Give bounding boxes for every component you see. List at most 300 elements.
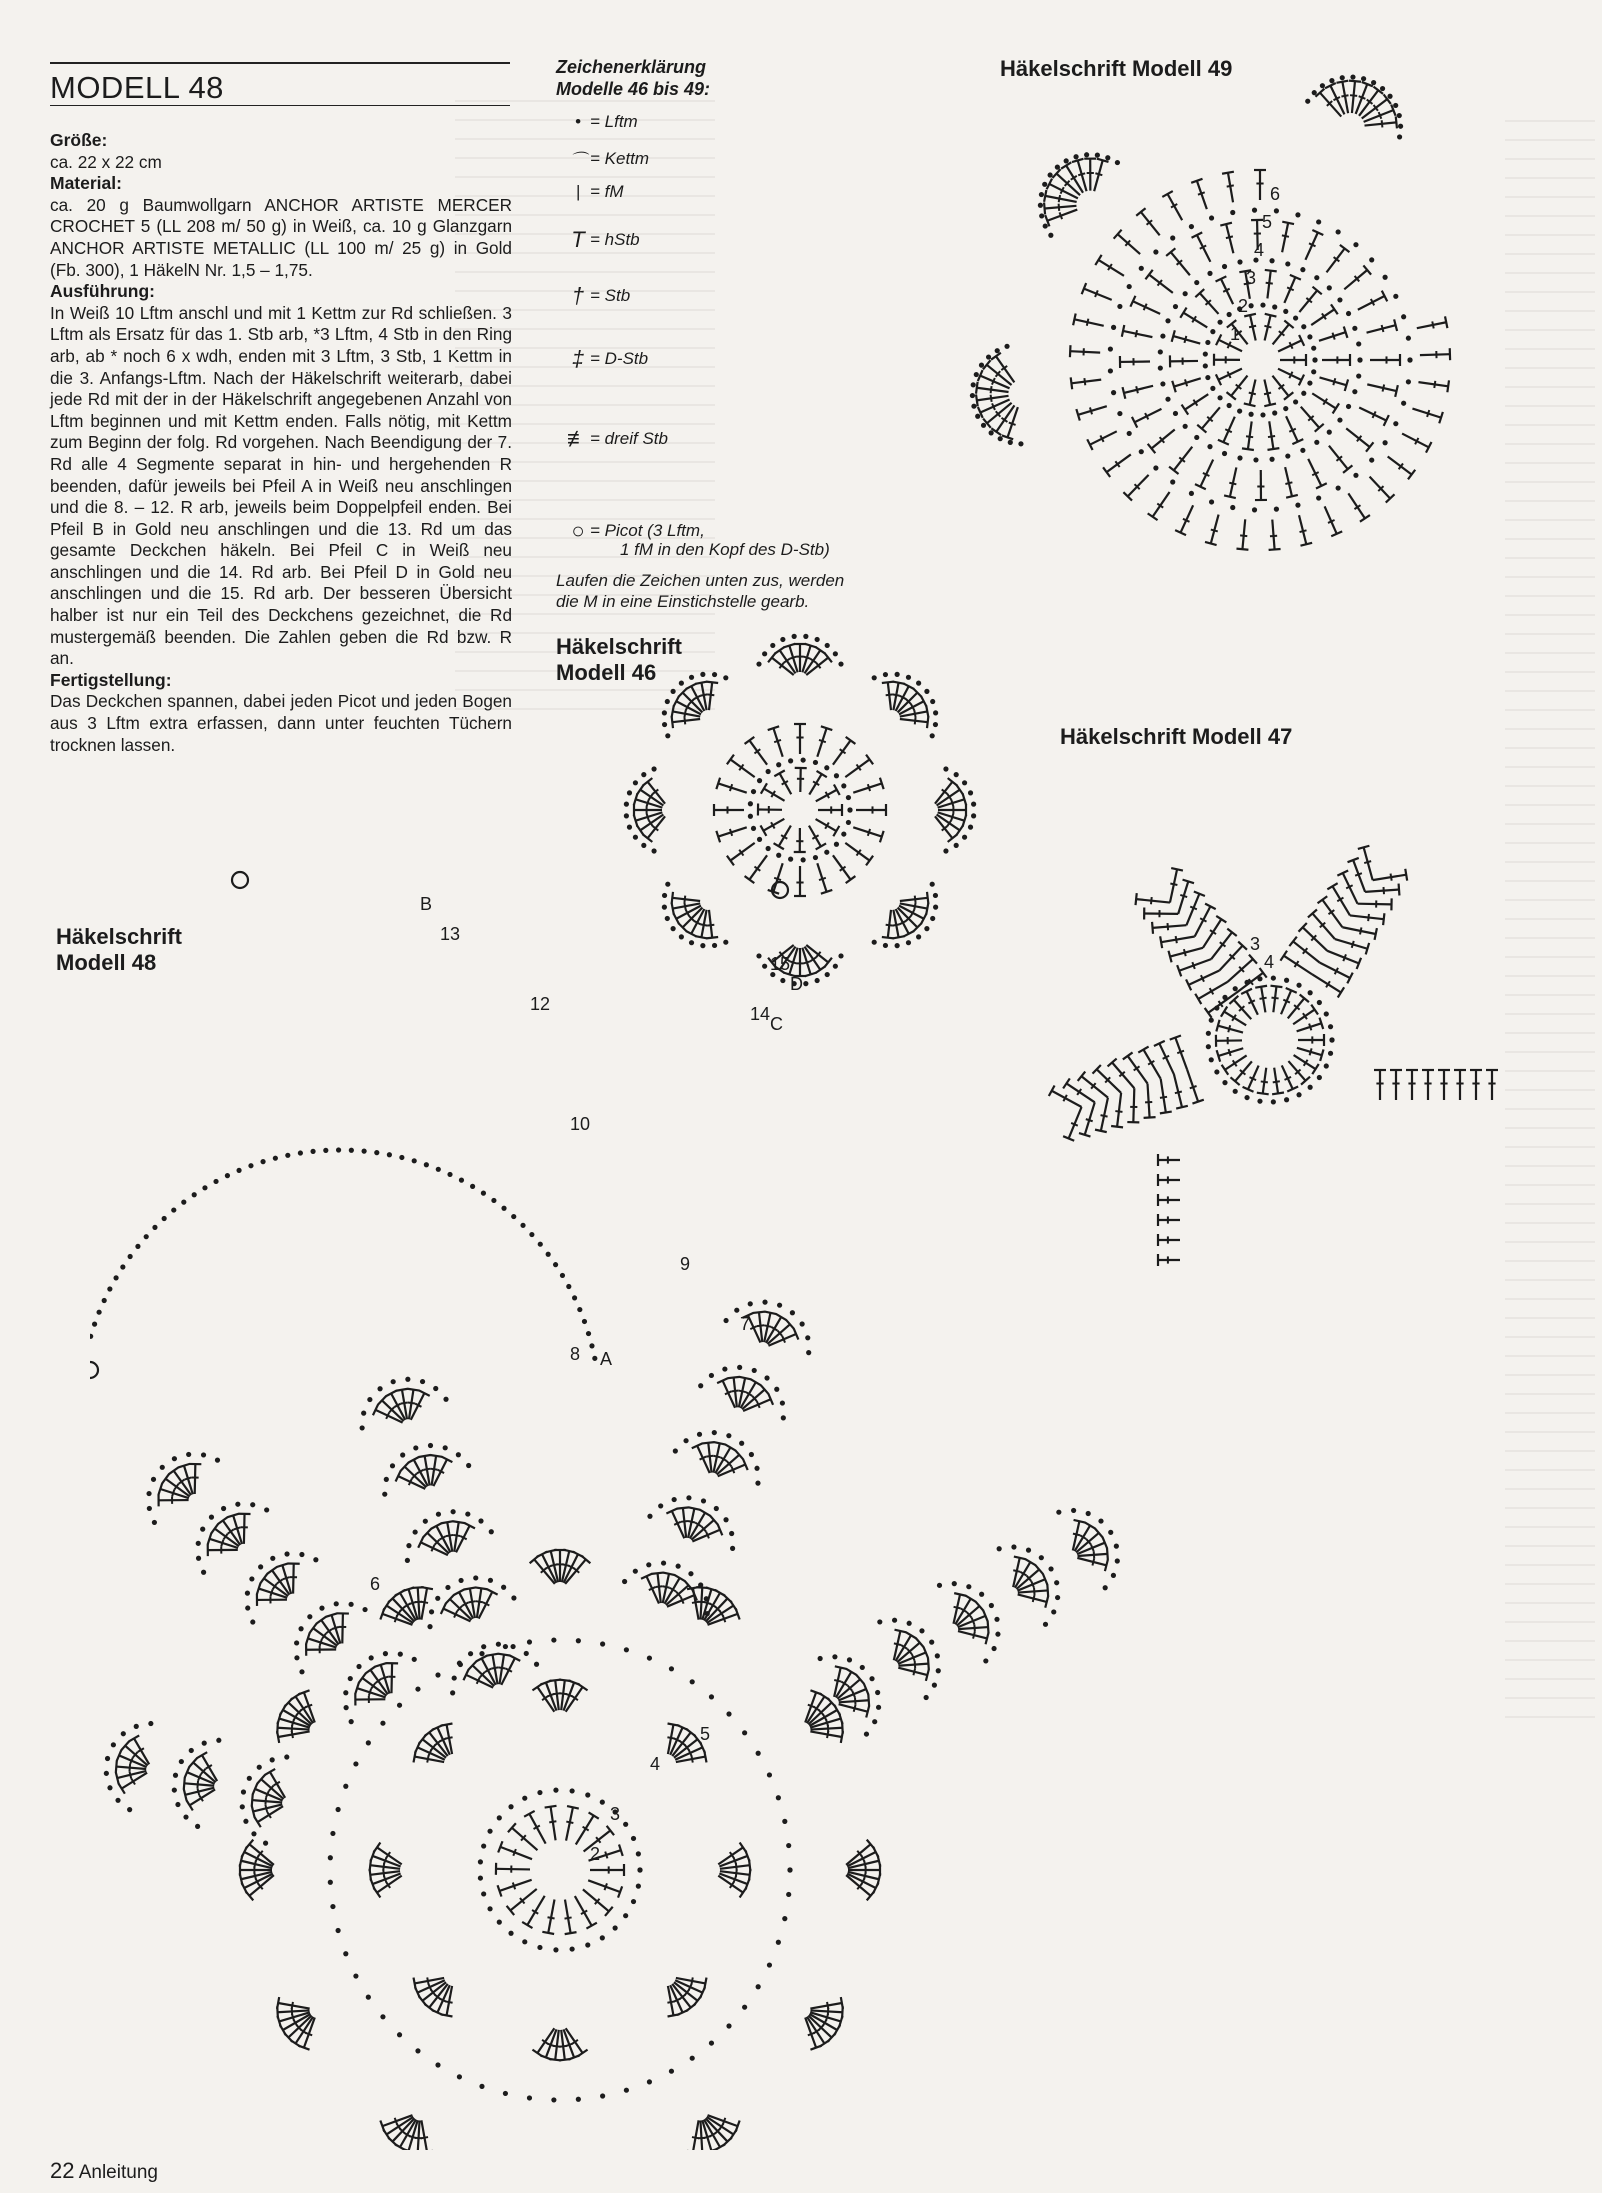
chain-dot xyxy=(273,1156,278,1161)
chain-dot xyxy=(1307,334,1312,339)
chain-dot xyxy=(186,1452,191,1457)
chain-dot xyxy=(631,1899,636,1904)
chain-dot xyxy=(307,1614,312,1619)
stitch-symbol xyxy=(1216,276,1234,304)
chain-dot xyxy=(1139,266,1144,271)
chain-dot xyxy=(1055,1595,1060,1600)
chain-dot xyxy=(560,1273,565,1278)
chain-dot xyxy=(1117,411,1122,416)
stitch-symbol xyxy=(403,2120,418,2150)
chain-dot xyxy=(451,1509,456,1514)
page-number: 22 xyxy=(50,2158,75,2183)
chain-dot xyxy=(780,1400,785,1405)
chain-dot xyxy=(200,1527,205,1532)
chain-dot xyxy=(328,1855,333,1860)
stitch-symbol xyxy=(1073,313,1104,325)
chain-dot xyxy=(298,1626,303,1631)
chain-dot xyxy=(1352,326,1357,331)
chain-dot xyxy=(1230,505,1235,510)
chain-dot xyxy=(585,1942,590,1947)
chain-dot xyxy=(1205,340,1210,345)
stitch-symbol xyxy=(1195,460,1213,490)
stitch-symbol xyxy=(530,1556,555,1584)
stitch-symbol xyxy=(1145,270,1172,293)
chain-dot xyxy=(162,1216,167,1221)
chain-dot xyxy=(754,1466,759,1471)
picot-symbol xyxy=(772,882,788,898)
chain-dot xyxy=(734,1308,739,1313)
chain-dot xyxy=(1269,258,1274,263)
chain-dot xyxy=(245,1591,250,1596)
chain-dot xyxy=(487,1829,492,1834)
chain-dot xyxy=(249,1576,254,1581)
stitch-symbol xyxy=(1224,467,1236,498)
stitch-symbol xyxy=(774,770,791,794)
chain-dot xyxy=(723,1318,728,1323)
stitch-symbol xyxy=(958,1631,989,1644)
chain-dot xyxy=(270,1757,275,1762)
stitch-symbol xyxy=(818,804,842,816)
chain-dot xyxy=(1301,324,1306,329)
stitch-symbol xyxy=(1071,377,1102,389)
chain-dot xyxy=(336,1807,341,1812)
chain-dot xyxy=(1038,203,1043,208)
chain-dot xyxy=(669,1666,674,1671)
chain-dot xyxy=(443,1445,448,1450)
size-heading: Größe: xyxy=(50,130,108,150)
slip-stitch-icon: ⌒ xyxy=(569,151,587,170)
chain-dot xyxy=(824,765,829,770)
stitch-symbol xyxy=(687,2120,699,2150)
stitch-symbol xyxy=(1312,393,1339,413)
chain-dot xyxy=(520,1223,525,1228)
stitch-symbol xyxy=(565,1556,590,1584)
stitch-symbol xyxy=(1264,314,1276,341)
chart-title-model-49: Häkelschrift Modell 49 xyxy=(1000,56,1233,81)
chain-dot xyxy=(600,2093,605,2098)
chain-dot xyxy=(1327,430,1332,435)
stitch-symbol xyxy=(716,778,746,793)
chain-dot xyxy=(399,1155,404,1160)
chain-dot xyxy=(1312,90,1317,95)
chain-dot xyxy=(1194,280,1199,285)
round-number-label: 15 xyxy=(770,954,791,974)
chain-dot xyxy=(712,672,717,677)
chain-dot xyxy=(179,1759,184,1764)
stitch-symbol xyxy=(1374,1070,1386,1100)
chain-dot xyxy=(971,382,976,387)
chain-dot xyxy=(1307,380,1312,385)
chain-dot xyxy=(241,1789,246,1794)
chain-dot xyxy=(800,1321,805,1326)
chain-dot xyxy=(1269,457,1274,462)
instructions-column xyxy=(50,130,512,756)
stitch-symbol xyxy=(1370,354,1400,366)
chain-dot xyxy=(777,1303,782,1308)
stitch-symbol xyxy=(576,1812,599,1844)
chain-dot xyxy=(323,1148,328,1153)
chain-dot xyxy=(726,1711,731,1716)
chain-dot xyxy=(1108,368,1113,373)
chain-dot xyxy=(767,1772,772,1777)
chain-dot xyxy=(838,661,843,666)
chain-dot xyxy=(1127,431,1132,436)
chain-dot xyxy=(235,1502,240,1507)
chain-dot xyxy=(468,1651,473,1656)
stitch-symbol xyxy=(817,726,832,756)
chain-dot xyxy=(883,672,888,677)
stitch-symbol xyxy=(1123,475,1148,501)
chain-dot xyxy=(497,1920,502,1925)
chain-dot xyxy=(662,710,667,715)
stitch-symbol xyxy=(1077,1558,1108,1571)
chain-dot xyxy=(481,1644,486,1649)
chain-dot xyxy=(756,1751,761,1756)
chain-dot xyxy=(1111,1573,1116,1578)
chain-dot xyxy=(566,1284,571,1289)
chain-dot xyxy=(756,1984,761,1989)
chain-dot xyxy=(1026,1548,1031,1553)
legend-note: Laufen die Zeichen unten zus, werden die M in eine Einstichstelle gearb. xyxy=(556,571,845,611)
stitch-symbol xyxy=(1130,296,1160,314)
chain-dot xyxy=(362,1149,367,1154)
stitch-symbol xyxy=(1214,354,1240,366)
stitch-symbol xyxy=(1272,376,1293,400)
chain-dot xyxy=(457,2074,462,2079)
stitch-symbol xyxy=(882,682,894,711)
stitch-symbol xyxy=(1216,369,1242,386)
page-footer xyxy=(50,2158,158,2184)
chain-dot xyxy=(633,780,638,785)
chain-dot xyxy=(698,1383,703,1388)
stitch-symbol xyxy=(795,768,807,792)
chain-dot xyxy=(864,1731,869,1736)
stitch-symbol xyxy=(816,785,840,802)
chain-dot xyxy=(924,689,929,694)
chain-dot xyxy=(970,393,975,398)
chain-dot xyxy=(435,2062,440,2067)
chain-dot xyxy=(216,1738,221,1743)
chain-dot xyxy=(298,1150,303,1155)
chain-dot xyxy=(755,1481,760,1486)
chain-dot xyxy=(1153,249,1158,254)
chain-dot xyxy=(102,1298,107,1303)
chain-dot xyxy=(1393,294,1398,299)
stitch-symbol xyxy=(1191,179,1207,209)
chain-dot xyxy=(762,1300,767,1305)
stitch-symbol xyxy=(1205,515,1219,546)
single-crochet-icon: | xyxy=(575,182,581,201)
chain-dot xyxy=(916,681,921,686)
chain-dot xyxy=(1252,507,1257,512)
chain-dot xyxy=(1260,302,1265,307)
chain-dot xyxy=(1406,379,1411,384)
chain-dot xyxy=(974,372,979,377)
stitch-symbol xyxy=(848,1864,880,1876)
chain-dot xyxy=(576,2097,581,2102)
chain-dot xyxy=(522,1939,527,1944)
legend-item: | = fM xyxy=(566,182,624,202)
chain-dot xyxy=(380,2014,385,2019)
chain-dot xyxy=(1189,491,1194,496)
chain-dot xyxy=(709,2040,714,2045)
stitch-symbol xyxy=(714,804,744,816)
chain-dot xyxy=(576,1638,581,1643)
chain-dot xyxy=(1285,453,1290,458)
chain-dot xyxy=(1008,440,1013,445)
legend-item: T = hStb xyxy=(566,227,640,253)
chain-dot xyxy=(1369,257,1374,262)
chain-dot xyxy=(1346,404,1351,409)
round-number-label: 3 xyxy=(610,1804,621,1824)
stitch-symbol xyxy=(1095,255,1124,276)
stitch-symbol xyxy=(1329,446,1352,473)
chain-dot xyxy=(336,1928,341,1933)
round-number-label: 12 xyxy=(530,994,551,1014)
chain-dot xyxy=(757,778,762,783)
chain-dot xyxy=(600,1800,605,1805)
stitch-symbol xyxy=(1301,407,1324,432)
chain-dot xyxy=(1337,297,1342,302)
stitch-symbol xyxy=(246,1875,274,1900)
chain-dot xyxy=(356,1664,361,1669)
chain-dot xyxy=(975,414,980,419)
chain-dot xyxy=(1305,99,1310,104)
stitch-symbol xyxy=(1418,380,1449,392)
stitch-symbol xyxy=(768,726,783,756)
chain-dot xyxy=(860,1665,865,1670)
chain-dot xyxy=(192,1192,197,1197)
stitch-symbol xyxy=(1406,1070,1418,1100)
chain-dot xyxy=(592,1356,597,1361)
chain-dot xyxy=(107,1785,112,1790)
chain-dot xyxy=(1111,390,1116,395)
chain-dot xyxy=(390,1463,395,1468)
chain-dot xyxy=(636,1884,641,1889)
chain-dot xyxy=(428,1443,433,1448)
chain-dot xyxy=(1170,235,1175,240)
picot-icon: ○ xyxy=(571,518,585,543)
chain-dot xyxy=(400,1452,405,1457)
chain-dot xyxy=(815,637,820,642)
chain-dot xyxy=(294,1655,299,1660)
round-number-label: 8 xyxy=(570,1344,581,1364)
chain-dot xyxy=(353,1761,358,1766)
stitch-symbol xyxy=(1438,1070,1450,1100)
chain-dot xyxy=(111,1742,116,1747)
chain-dot xyxy=(213,1179,218,1184)
chain-dot xyxy=(221,1506,226,1511)
chain-dot xyxy=(929,1640,934,1645)
chain-dot xyxy=(936,1668,941,1673)
chain-dot xyxy=(742,2005,747,2010)
chain-dot xyxy=(128,1254,133,1259)
stitch-symbol xyxy=(1254,170,1266,200)
chain-dot xyxy=(1272,410,1277,415)
chain-dot xyxy=(825,643,830,648)
chain-dot xyxy=(979,363,984,368)
chain-dot xyxy=(786,1892,791,1897)
chain-dot xyxy=(236,1168,241,1173)
chain-dot xyxy=(107,1286,112,1291)
chain-dot xyxy=(786,1843,791,1848)
chain-dot xyxy=(989,430,994,435)
round-number-label: 4 xyxy=(650,1754,661,1774)
chain-dot xyxy=(151,1477,156,1482)
stitch-symbol xyxy=(774,826,791,850)
stitch-symbol xyxy=(761,783,785,800)
chain-dot xyxy=(586,1331,591,1336)
chain-dot xyxy=(1237,455,1242,460)
chain-dot xyxy=(160,1465,165,1470)
picot-symbol xyxy=(90,1362,98,1378)
chain-dot xyxy=(1183,291,1188,296)
stitch-symbol xyxy=(1320,377,1349,391)
chain-dot xyxy=(1320,83,1325,88)
chain-dot xyxy=(334,1601,339,1606)
chain-dot xyxy=(1300,267,1305,272)
chain-dot xyxy=(1160,333,1165,338)
round-number-label: 5 xyxy=(1262,212,1273,232)
chain-dot xyxy=(1210,329,1215,334)
chain-dot xyxy=(1340,75,1345,80)
chain-dot xyxy=(508,1804,513,1809)
chain-dot xyxy=(690,2056,695,2061)
chain-dot xyxy=(135,1244,140,1249)
double-crochet-icon: † xyxy=(571,283,585,308)
stitch-symbol xyxy=(1344,265,1371,289)
chain-dot xyxy=(452,1675,457,1680)
chain-dot xyxy=(780,637,785,642)
chain-dot xyxy=(1071,1508,1076,1513)
stitch-symbol xyxy=(545,1806,557,1841)
chart-title-model-46: Häkelschrift Modell 46 xyxy=(556,634,682,685)
chain-dot xyxy=(776,762,781,767)
chain-dot xyxy=(624,802,629,807)
chain-dot xyxy=(391,1379,396,1384)
stitch-symbol xyxy=(1070,345,1100,357)
chain-dot xyxy=(1189,224,1194,229)
stitch-symbol xyxy=(1299,515,1312,546)
legend-item: • = Lftm xyxy=(566,112,638,132)
chain-dot xyxy=(497,1815,502,1820)
chain-dot xyxy=(248,1163,253,1168)
chain-dot xyxy=(764,1375,769,1380)
chain-dot xyxy=(869,1676,874,1681)
chain-dot xyxy=(1336,229,1341,234)
chain-dot xyxy=(689,675,694,680)
chain-dot xyxy=(788,758,793,763)
chain-dot xyxy=(774,1387,779,1392)
arrow-marker-label: A xyxy=(600,1349,613,1369)
crochet-chart-model-48 xyxy=(90,850,1370,2150)
chain-dot xyxy=(623,1913,628,1918)
chain-dot xyxy=(319,1606,324,1611)
chain-dot xyxy=(382,1492,387,1497)
chain-dot xyxy=(997,1546,1002,1551)
chain-dot xyxy=(196,1541,201,1546)
chain-dot xyxy=(209,1515,214,1520)
stitch-symbol xyxy=(1180,308,1207,328)
chain-dot xyxy=(1356,341,1361,346)
chain-dot xyxy=(1108,346,1113,351)
chain-dot xyxy=(384,1477,389,1482)
chain-dot xyxy=(406,1543,411,1548)
chain-dot xyxy=(473,1575,478,1580)
chain-dot xyxy=(1283,309,1288,314)
chain-dot xyxy=(792,634,797,639)
chain-dot xyxy=(572,1295,577,1300)
chain-dot xyxy=(935,1653,940,1658)
stitch-symbol xyxy=(1195,289,1218,314)
chain-dot xyxy=(189,1748,194,1753)
chain-dot xyxy=(1337,417,1342,422)
chain-dot xyxy=(420,1379,425,1384)
chain-dot xyxy=(144,1234,149,1239)
chain-dot xyxy=(374,1150,379,1155)
stitch-symbol xyxy=(1242,421,1254,450)
chain-dot xyxy=(872,675,877,680)
chain-dot xyxy=(413,1529,418,1534)
stitch-symbol xyxy=(1094,159,1108,191)
chain-dot xyxy=(436,1167,441,1172)
chain-dot xyxy=(245,1605,250,1610)
stitch-symbol xyxy=(810,1731,843,1743)
page-title xyxy=(50,62,510,106)
stitch-symbol xyxy=(666,1509,684,1539)
stitch-symbol xyxy=(1123,386,1154,399)
chain-dot xyxy=(627,825,632,830)
chain-dot xyxy=(723,1517,728,1522)
chain-dot xyxy=(510,1644,515,1649)
chain-dot xyxy=(841,831,846,836)
chain-dot xyxy=(714,1506,719,1511)
stitch-symbol xyxy=(641,1574,659,1604)
chain-dot xyxy=(633,1569,638,1574)
chain-dot xyxy=(952,1581,957,1586)
stitch-symbol xyxy=(1470,1070,1482,1100)
chain-dot xyxy=(1329,78,1334,83)
stitch-symbol xyxy=(421,1587,433,1620)
finishing-text: Das Deckchen spannen, dabei jeden Picot und jeden Bogen aus 3 Lftm extra erfassen, dann unter feuchten Tüchern trocknen lassen. xyxy=(50,691,512,755)
stitch-symbol xyxy=(1103,454,1131,477)
arrow-marker-label: B xyxy=(420,894,433,914)
chain-dot xyxy=(790,1310,795,1315)
chain-dot xyxy=(981,423,986,428)
chain-dot xyxy=(1397,134,1402,139)
stitch-symbol xyxy=(1325,506,1343,536)
chain-dot xyxy=(415,2048,420,2053)
chain-dot xyxy=(257,1765,262,1770)
chain-dot xyxy=(413,1445,418,1450)
chain-dot xyxy=(1115,160,1120,165)
triple-treble-icon: ≢ xyxy=(567,426,589,451)
chain-dot xyxy=(397,2032,402,2037)
chain-dot xyxy=(284,1551,289,1556)
stitch-symbol xyxy=(727,755,755,777)
chain-dot xyxy=(1222,451,1227,456)
chain-dot xyxy=(313,1557,318,1562)
chain-dot xyxy=(466,1463,471,1468)
chain-dot xyxy=(361,1411,366,1416)
chain-dot xyxy=(1387,94,1392,99)
chain-dot xyxy=(600,1641,605,1646)
stitch-symbol xyxy=(246,1840,274,1865)
chain-dot xyxy=(641,843,646,848)
stitch-symbol xyxy=(816,819,840,836)
chain-dot xyxy=(1393,103,1398,108)
chain-dot xyxy=(537,1945,542,1950)
